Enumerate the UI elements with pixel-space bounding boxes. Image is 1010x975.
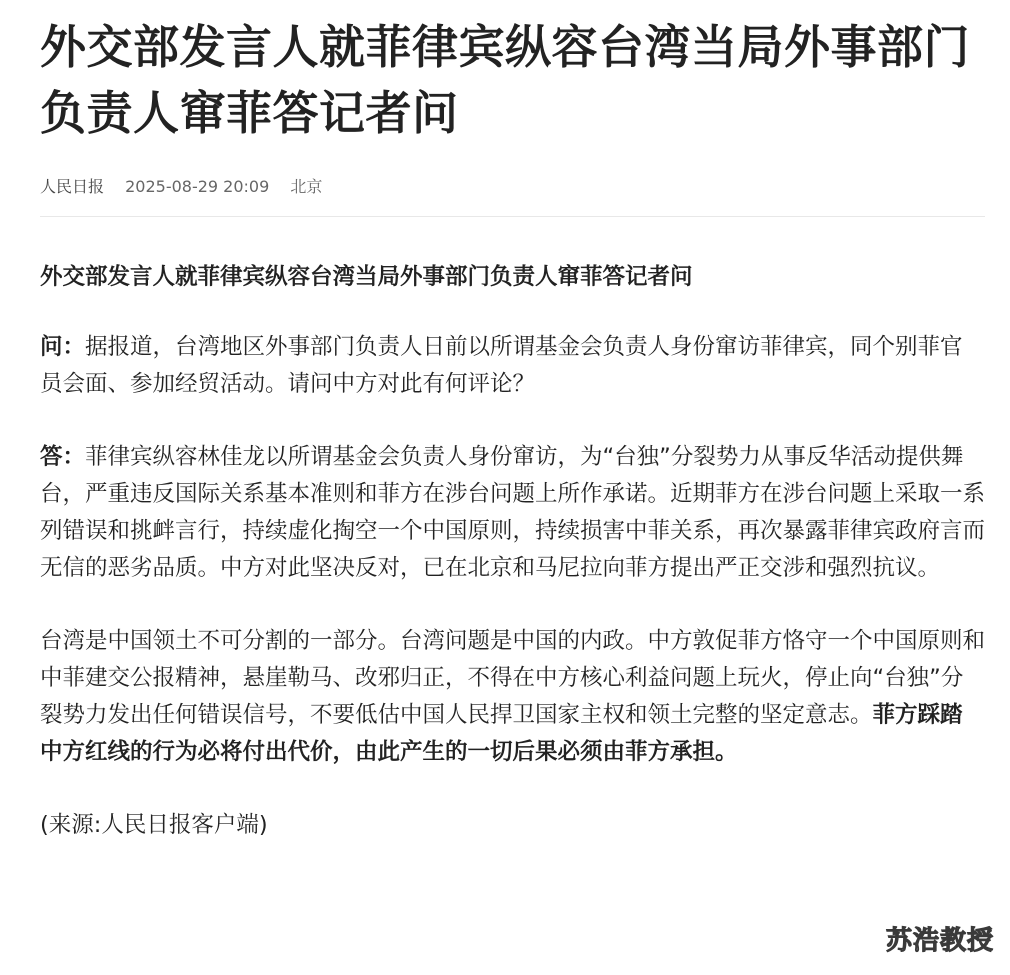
article-title: 外交部发言人就菲律宾纵容台湾当局外事部门负责人窜菲答记者问: [40, 20, 970, 140]
statement-bold-text: 菲方踩踏中方红线的行为必将付出代价，由此产生的一切后果必须由菲方承担。: [40, 702, 963, 765]
watermark: 苏浩教授: [885, 926, 994, 956]
article-body: [40, 259, 985, 844]
divider: [40, 216, 985, 217]
publish-datetime: 2025-08-29 20:09: [125, 177, 270, 196]
answer-text: 菲律宾纵容林佳龙以所谓基金会负责人身份窜访，为“台独”分裂势力从事反华活动提供舞台，严重违反国际关系基本准则和菲方在涉台问题上所作承诺。近期菲方在涉台问题上采取一系列错误和挑衅言行，持续虚化掏空一个中国原则，持续损害中菲关系，再次暴露菲律宾政府言而无信的恶劣品质。中方对此坚决反对，已在北京和马尼拉向菲方提出严正交涉和强烈抗议。: [40, 444, 986, 581]
answer-label: 答：: [40, 444, 86, 470]
question-label: 问：: [40, 334, 86, 360]
question-paragraph: [40, 329, 985, 403]
article-subtitle: 外交部发言人就菲律宾纵容台湾当局外事部门负责人窜菲答记者问: [40, 264, 693, 290]
answer-paragraph: [40, 439, 985, 587]
statement-paragraph: [40, 623, 985, 771]
article-meta: [40, 176, 985, 198]
statement-text: 台湾是中国领土不可分割的一部分。台湾问题是中国的内政。中方敦促菲方恪守一个中国原则和中菲建交公报精神，悬崖勒马、改邪归正，不得在中方核心利益问题上玩火，停止向“台独”分裂势力发出任何错误信号，不要低估中国人民捍卫国家主权和领土完整的坚定意志。: [40, 628, 986, 728]
footer-source: (来源:人民日报客户端): [40, 812, 268, 838]
article: [40, 0, 985, 844]
question-text: 据报道，台湾地区外事部门负责人日前以所谓基金会负责人身份窜访菲律宾，同个别菲官员会面、参加经贸活动。请问中方对此有何评论？: [40, 334, 963, 397]
publish-location: 北京: [290, 177, 323, 196]
source-name[interactable]: 人民日报: [40, 177, 105, 196]
